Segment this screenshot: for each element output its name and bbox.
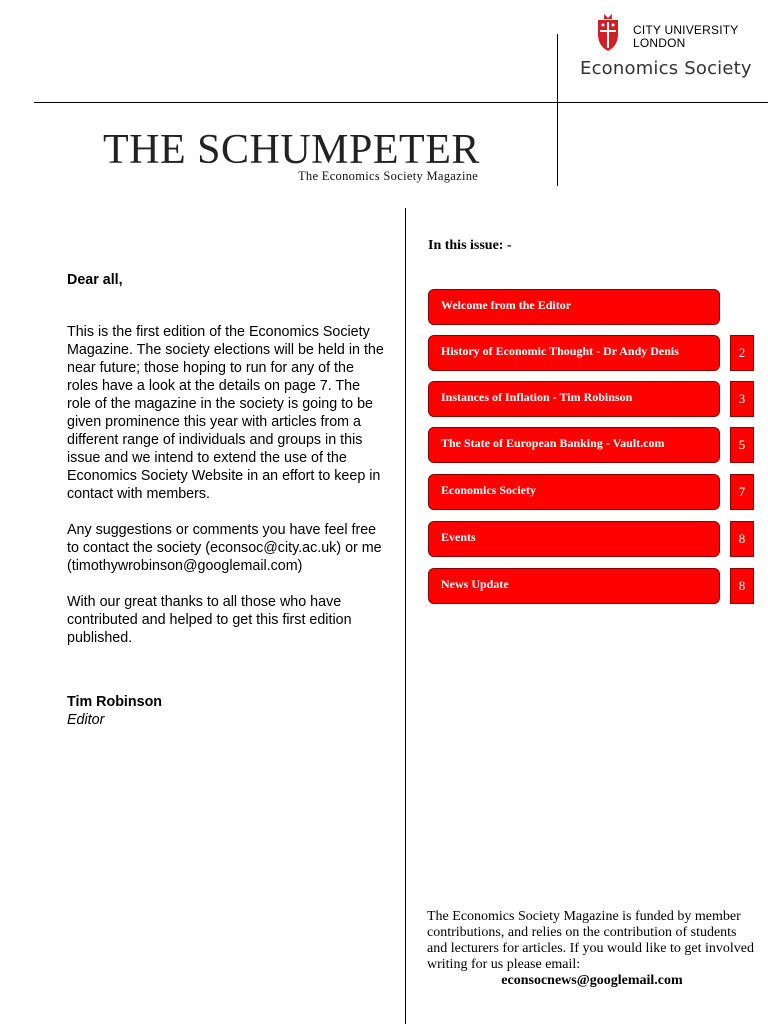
toc-page-events: 8 xyxy=(730,521,754,557)
contact-email-link[interactable]: econsocnews@googlemail.com xyxy=(501,973,683,988)
toc-item-events[interactable]: Events xyxy=(428,521,720,557)
toc-item-banking[interactable]: The State of European Banking - Vault.com xyxy=(428,427,720,463)
toc-page-economics-society: 7 xyxy=(730,474,754,510)
toc-item-news-update[interactable]: News Update xyxy=(428,568,720,604)
toc-page-news-update: 8 xyxy=(730,568,754,604)
university-crest-icon xyxy=(594,14,622,52)
toc-item-economics-society[interactable]: Economics Society xyxy=(428,474,720,510)
header-divider xyxy=(34,102,768,103)
toc-heading: In this issue: - xyxy=(428,238,512,253)
magazine-title: THE SCHUMPETER xyxy=(103,127,480,173)
university-name xyxy=(633,24,738,50)
header-vertical-divider xyxy=(557,34,558,186)
editor-letter xyxy=(67,271,387,729)
toc-page-banking: 5 xyxy=(730,427,754,463)
toc-item-history[interactable]: History of Economic Thought - Dr Andy Denis xyxy=(428,335,720,371)
toc-page-history: 2 xyxy=(730,335,754,371)
university-line1: CITY UNIVERSITY xyxy=(633,23,739,37)
toc-item-inflation[interactable]: Instances of Inflation - Tim Robinson xyxy=(428,381,720,417)
magazine-subtitle: The Economics Society Magazine xyxy=(298,169,479,183)
letter-signer-role: Editor xyxy=(67,712,105,728)
letter-signer: Tim Robinson xyxy=(67,694,163,710)
university-line2: LONDON xyxy=(633,36,686,50)
letter-paragraph-1: This is the first edition of the Economics Society Magazine. The society elections will be held in the near future; those hoping to run for any of the roles have a look at the details on page 7. The role of the magazine in the society is going to be given prominence this year with articles from a different range of individuals and groups in this issue and we intend to extend the use of the Economics Society Website in an effort to keep in contact with members. xyxy=(67,324,384,502)
toc-page-inflation: 3 xyxy=(730,381,754,417)
letter-paragraph-2: Any suggestions or comments you have feel free to contact the society (econsoc@city.ac.uk) or me (timothywrobinson@googlemail.com) xyxy=(67,522,382,574)
letter-paragraph-3: With our great thanks to all those who have contributed and helped to get this first edition published. xyxy=(67,594,352,646)
letter-greeting: Dear all, xyxy=(67,272,123,288)
society-name: Economics Society xyxy=(580,58,752,79)
toc-item-welcome[interactable]: Welcome from the Editor xyxy=(428,289,720,325)
funding-note xyxy=(427,909,757,989)
funding-note-text: The Economics Society Magazine is funded by member contributions, and relies on the contribution of students and lecturers for articles. If you would like to get involved writing for us please email: xyxy=(427,909,754,972)
column-divider xyxy=(405,208,406,1024)
